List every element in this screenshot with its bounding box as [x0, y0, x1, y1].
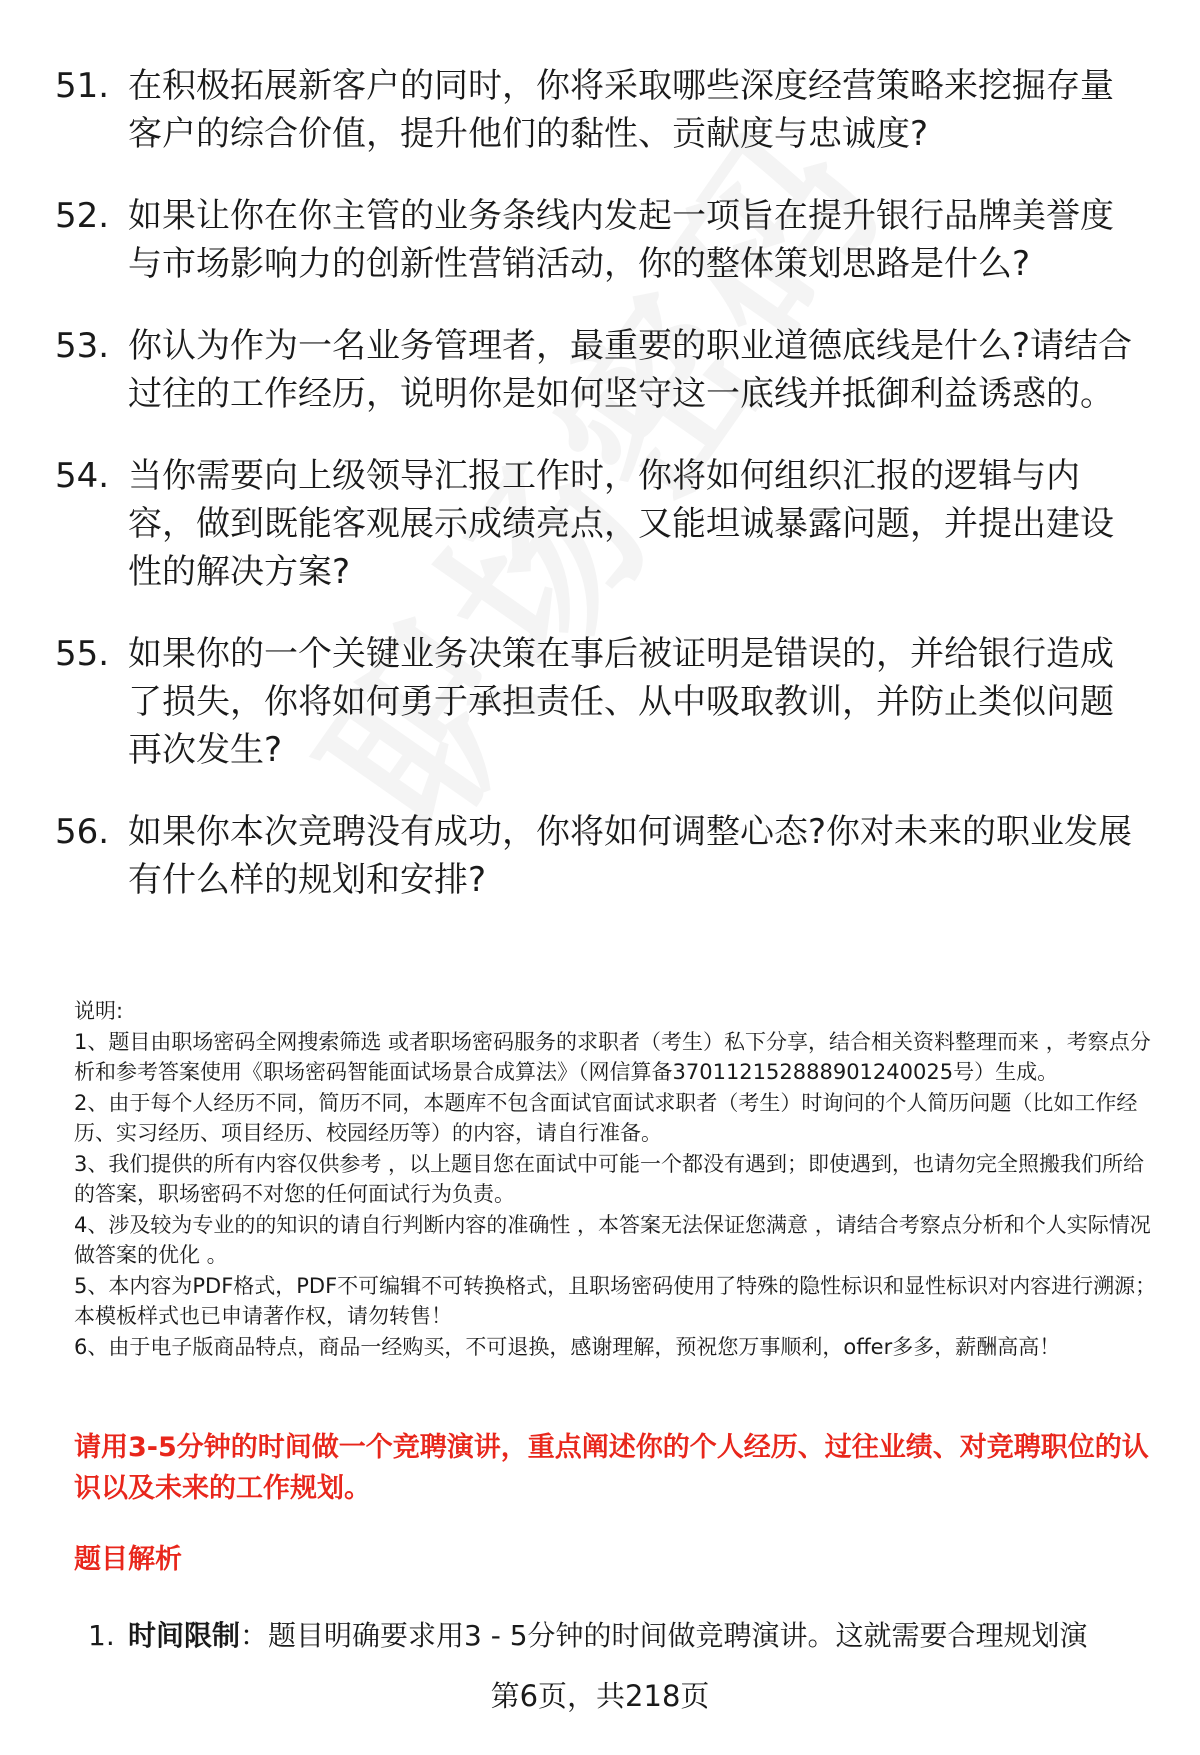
note-item: 2、由于每个人经历不同，简历不同，本题库不包含面试官面试求职者（考生）时询问的个人简历问题（比如工作经历、实习经历、项目经历、校园经历等）的内容，请自行准备。: [74, 1090, 1138, 1145]
note-item: 6、由于电子版商品特点，商品一经购买，不可退换，感谢理解，预祝您万事顺利，offer多多，薪酬高高！: [74, 1334, 1061, 1359]
question-item: [0, 808, 1200, 904]
question-text: 如果你的一个关键业务决策在事后被证明是错误的，并给银行造成了损失，你将如何勇于承担责任、从中吸取教训，并防止类似问题再次发生?: [128, 634, 1114, 770]
question-item: [0, 452, 1200, 596]
analysis-item-number: 1.: [88, 1619, 115, 1652]
note-item: 1、题目由职场密码全网搜索筛选 或者职场密码服务的求职者（考生）私下分享，结合相关资料整理而来 ，考察点分析和参考答案使用《职场密码智能面试场景合成算法》（网信算备370112152888901240025号）生成。: [74, 1029, 1151, 1084]
question-item: [0, 62, 1200, 158]
question-item: [0, 322, 1200, 418]
notes-section: [74, 996, 1164, 1362]
note-item: 5、本内容为PDF格式，PDF不可编辑不可转换格式，且职场密码使用了特殊的隐性标识和显性标识对内容进行溯源；本模板样式也已申请著作权，请勿转售！: [74, 1273, 1157, 1328]
question-number: 52.: [55, 196, 110, 236]
analysis-title: 题目解析: [74, 1544, 182, 1575]
question-text: 如果让你在你主管的业务条线内发起一项旨在提升银行品牌美誉度与市场影响力的创新性营销活动，你的整体策划思路是什么?: [128, 196, 1114, 284]
question-text: 如果你本次竞聘没有成功，你将如何调整心态?你对未来的职业发展有什么样的规划和安排?: [128, 812, 1133, 900]
question-item: [0, 192, 1200, 288]
note-item: 4、涉及较为专业的的知识的请自行判断内容的准确性 ，本答案无法保证您满意 ，请结合考察点分析和个人实际情况做答案的优化 。: [74, 1212, 1151, 1267]
question-item: [0, 630, 1200, 774]
note-item: 3、我们提供的所有内容仅供参考 ，以上题目您在面试中可能一个都没有遇到；即使遇到，也请勿完全照搬我们所给的答案，职场密码不对您的任何面试行为负责。: [74, 1151, 1145, 1206]
question-number: 55.: [55, 634, 110, 674]
question-text: 你认为作为一名业务管理者，最重要的职业道德底线是什么?请结合过往的工作经历，说明你是如何坚守这一底线并抵御利益诱惑的。: [128, 326, 1133, 414]
question-text: 当你需要向上级领导汇报工作时，你将如何组织汇报的逻辑与内容，做到既能客观展示成绩亮点，又能坦诚暴露问题，并提出建设性的解决方案?: [128, 456, 1114, 592]
question-list: [0, 62, 1200, 938]
analysis-item-label: 时间限制: [128, 1619, 241, 1652]
question-number: 56.: [55, 812, 110, 852]
speech-prompt: 请用3-5分钟的时间做一个竞聘演讲，重点阐述你的个人经历、过往业绩、对竞聘职位的认识以及未来的工作规划。: [74, 1432, 1149, 1504]
question-number: 51.: [55, 66, 110, 106]
page-footer: 第6页，共218页: [490, 1679, 710, 1713]
question-number: 53.: [55, 326, 110, 366]
analysis-item: [88, 1616, 1168, 1656]
question-text: 在积极拓展新客户的同时，你将采取哪些深度经营策略来挖掘存量客户的综合价值，提升他们的黏性、贡献度与忠诚度?: [128, 66, 1114, 154]
notes-heading: 说明:: [74, 999, 124, 1023]
analysis-item-text: ：题目明确要求用3 - 5分钟的时间做竞聘演讲。这就需要合理规划演: [240, 1619, 1088, 1652]
question-number: 54.: [55, 456, 110, 496]
